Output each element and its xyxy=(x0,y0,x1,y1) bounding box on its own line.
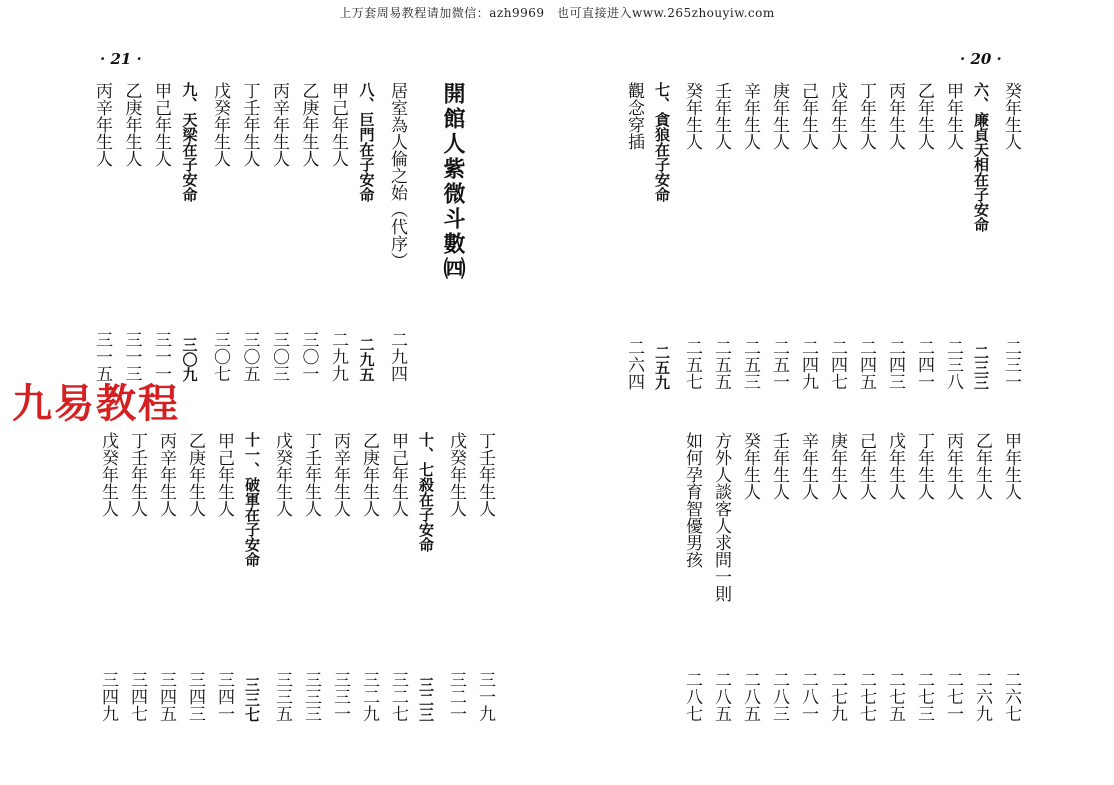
toc-entry-title: 丁壬年生人 xyxy=(239,82,260,167)
toc-entry-title: 壬年生人 xyxy=(769,432,789,500)
toc-entry-page: 二四九 xyxy=(798,339,818,390)
toc-entry-title: 辛年生人 xyxy=(798,432,818,500)
toc-entry-page: 二四五 xyxy=(856,339,876,390)
toc-entry-title: 丁壬年生人 xyxy=(475,432,495,517)
toc-leader-dots xyxy=(425,552,427,677)
toc-leader-dots xyxy=(165,517,167,671)
toc-entry-title: 九、天梁在子安命 xyxy=(180,82,199,202)
toc-leader-dots xyxy=(455,517,457,671)
toc-entry xyxy=(331,432,348,722)
toc-entry-page: 三一九 xyxy=(475,671,495,722)
toc-leader-dots xyxy=(691,150,693,339)
toc-entry-title: 丙辛年生人 xyxy=(92,82,112,167)
toc-entry-page: 二三八 xyxy=(943,339,963,390)
page-number-right: · 20 · xyxy=(960,50,1002,68)
toc-entry-title: 癸年生人 xyxy=(740,432,760,500)
toc-leader-dots xyxy=(720,602,722,671)
toc-entry xyxy=(712,432,729,722)
toc-entry xyxy=(300,82,317,382)
toc-entry xyxy=(944,82,961,390)
toc-leader-dots xyxy=(661,202,663,345)
toc-entry-title: 丙年生人 xyxy=(943,432,963,500)
toc-entry-title: 丙辛年生人 xyxy=(156,432,176,517)
toc-entry-page: 三四三 xyxy=(185,671,205,722)
toc-leader-dots xyxy=(107,517,109,671)
toc-leader-dots xyxy=(952,500,954,671)
toc-leader-dots xyxy=(749,150,751,339)
toc-entry xyxy=(1002,82,1019,390)
toc-entry xyxy=(712,82,729,390)
toc-leader-dots xyxy=(836,150,838,339)
toc-entry xyxy=(211,82,228,382)
toc-leader-dots xyxy=(397,517,399,671)
toc-leader-dots xyxy=(307,167,309,331)
toc-entry-title: 六、廉貞天相在子安命 xyxy=(972,82,990,232)
toc-entry-page: 二六七 xyxy=(1001,671,1021,722)
toc-leader-dots xyxy=(337,167,339,331)
toc-entry xyxy=(944,432,961,722)
toc-entry-page: 二四一 xyxy=(914,339,934,390)
watermark-logo: 九易教程 xyxy=(12,381,180,427)
toc-entry-title: 丙辛年生人 xyxy=(330,432,350,517)
toc-entry-title: 居室為人倫之始（代序） xyxy=(387,82,407,269)
toc-leader-dots xyxy=(1010,150,1012,339)
toc-leader-dots xyxy=(248,167,250,331)
toc-entry xyxy=(244,432,259,722)
toc-entry-title: 乙庚年生人 xyxy=(121,82,142,167)
header-note: 上万套周易教程请加微信：azh9969 也可直接进入www.265zhouyiw.com xyxy=(339,6,775,20)
toc-leader-dots xyxy=(223,517,225,671)
toc-entry xyxy=(886,82,903,390)
toc-entry-title: 甲年生人 xyxy=(1001,432,1021,500)
toc-entry xyxy=(182,82,197,382)
toc-entry xyxy=(215,432,232,722)
toc-entry-page: 三一五 xyxy=(92,331,112,382)
toc-entry-title: 十一、破軍在子安命 xyxy=(243,432,261,567)
toc-leader-dots xyxy=(923,500,925,671)
toc-entry-title: 戊癸年生人 xyxy=(210,82,230,167)
toc-entry-title: 戊癸年生人 xyxy=(98,432,118,517)
toc-entry-page: 二七三 xyxy=(914,671,934,722)
toc-entry-title: 戊年生人 xyxy=(885,432,905,500)
toc-leader-dots xyxy=(160,167,162,331)
toc-entry-page: 三〇五 xyxy=(239,331,260,382)
toc-entry-page: 二八七 xyxy=(682,671,702,722)
toc-entry-title: 丙年生人 xyxy=(885,82,905,150)
toc-entry-title: 戊癸年生人 xyxy=(272,432,292,517)
toc-entry-page: 二三一 xyxy=(1001,339,1021,390)
toc-entry-page: 三〇三 xyxy=(269,331,289,382)
toc-entry xyxy=(418,432,433,722)
toc-entry-title: 庚年生人 xyxy=(827,432,847,500)
toc-entry xyxy=(915,432,932,722)
toc-entry xyxy=(388,82,405,382)
toc-leader-dots xyxy=(865,500,867,671)
toc-entry-title: 戊癸年生人 xyxy=(446,432,466,517)
toc-entry-page: 二八一 xyxy=(798,671,818,722)
toc-entry-title: 觀念穿插 xyxy=(624,82,644,150)
toc-entry-title: 甲己年生人 xyxy=(214,432,234,517)
toc-leader-dots xyxy=(130,167,132,331)
toc-entry-title: 甲己年生人 xyxy=(328,82,348,167)
toc-entry xyxy=(799,82,816,390)
toc-entry-title: 丁年生人 xyxy=(914,432,934,500)
toc-entry-page: 二四三 xyxy=(885,339,905,390)
toc-entry-title: 十、七殺在子安命 xyxy=(417,432,435,552)
toc-entry xyxy=(654,82,669,390)
toc-entry xyxy=(973,82,988,390)
toc-leader-dots xyxy=(749,500,751,671)
toc-entry-title: 丁年生人 xyxy=(856,82,876,150)
toc-entry-page: 三二七 xyxy=(388,671,408,722)
toc-entry-page: 三一三 xyxy=(121,331,142,382)
toc-entry xyxy=(128,432,145,722)
toc-entry xyxy=(1002,432,1019,722)
toc-entry-page: 三三三 xyxy=(301,671,321,722)
toc-leader-dots xyxy=(368,517,370,671)
toc-entry-page: 二五三 xyxy=(740,339,760,390)
toc-entry-page: 三三五 xyxy=(272,671,292,722)
toc-entry-page: 二五一 xyxy=(769,339,789,390)
toc-entry xyxy=(302,432,319,722)
toc-entry-page: 三一一 xyxy=(151,331,171,382)
toc-entry-title: 戊年生人 xyxy=(827,82,847,150)
toc-entry xyxy=(799,432,816,722)
toc-leader-dots xyxy=(396,269,398,331)
toc-entry-page: 三四五 xyxy=(156,671,176,722)
toc-entry-title: 七、貪狼在子安命 xyxy=(653,82,671,202)
toc-leader-dots xyxy=(251,567,253,677)
book-title: 開館人紫微斗數㈣ xyxy=(440,82,466,282)
toc-entry-title: 乙庚年生人 xyxy=(185,432,205,517)
toc-entry xyxy=(273,432,290,722)
toc-entry-title: 辛年生人 xyxy=(740,82,760,150)
toc-leader-dots xyxy=(836,500,838,671)
toc-leader-dots xyxy=(1010,500,1012,671)
toc-leader-dots xyxy=(219,167,221,331)
toc-entry-page: 三〇九 xyxy=(180,337,199,382)
toc-entry-title: 癸年生人 xyxy=(1001,82,1021,150)
toc-entry xyxy=(447,432,464,722)
toc-leader-dots xyxy=(923,150,925,339)
toc-entry-title: 丙辛年生人 xyxy=(269,82,289,167)
toc-entry-title: 如何孕育智優男孩 xyxy=(682,432,702,568)
toc-entry-title: 甲己年生人 xyxy=(388,432,408,517)
toc-entry xyxy=(683,82,700,390)
toc-entry xyxy=(270,82,287,382)
toc-entry-page: 三四一 xyxy=(214,671,234,722)
toc-entry-page: 二九四 xyxy=(387,331,407,382)
toc-entry-page: 二七五 xyxy=(885,671,905,722)
toc-entry xyxy=(857,82,874,390)
toc-entry-title: 丁壬年生人 xyxy=(301,432,321,517)
toc-entry xyxy=(741,432,758,722)
toc-entry-page: 二八三 xyxy=(769,671,789,722)
toc-entry-page: 三二一 xyxy=(446,671,466,722)
toc-leader-dots xyxy=(894,500,896,671)
toc-leader-dots xyxy=(194,517,196,671)
toc-entry xyxy=(741,82,758,390)
toc-entry-title: 癸年生人 xyxy=(682,82,702,150)
toc-entry xyxy=(241,82,258,382)
toc-leader-dots xyxy=(778,150,780,339)
toc-entry-page: 三〇一 xyxy=(298,331,319,382)
toc-entry-page: 二六四 xyxy=(624,339,644,390)
toc-entry-page: 二七一 xyxy=(943,671,963,722)
toc-leader-dots xyxy=(980,232,982,345)
toc-leader-dots xyxy=(365,202,367,337)
toc-entry xyxy=(389,432,406,722)
toc-leader-dots xyxy=(101,167,103,331)
toc-leader-dots xyxy=(484,517,486,671)
toc-entry-page: 三二九 xyxy=(359,671,379,722)
toc-entry-page: 二七九 xyxy=(827,671,847,722)
toc-entry xyxy=(93,82,110,382)
toc-entry xyxy=(683,432,700,722)
toc-entry xyxy=(770,432,787,722)
toc-entry-page: 二六九 xyxy=(972,671,992,722)
page-number-left: · 21 · xyxy=(100,50,142,68)
toc-leader-dots xyxy=(278,167,280,331)
toc-leader-dots xyxy=(691,568,693,671)
toc-entry-page: 二五七 xyxy=(682,339,702,390)
toc-entry-title: 己年生人 xyxy=(856,432,876,500)
toc-leader-dots xyxy=(720,150,722,339)
toc-entry-title: 甲己年生人 xyxy=(151,82,171,167)
toc-leader-dots xyxy=(188,202,190,337)
toc-entry-title: 庚年生人 xyxy=(769,82,789,150)
toc-entry xyxy=(625,82,642,390)
toc-entry-title: 乙庚年生人 xyxy=(359,432,379,517)
toc-entry-title: 丁壬年生人 xyxy=(127,432,147,517)
toc-leader-dots xyxy=(281,517,283,671)
toc-entry-page: 二八五 xyxy=(740,671,760,722)
toc-entry xyxy=(828,432,845,722)
toc-entry xyxy=(359,82,374,382)
toc-leader-dots xyxy=(778,500,780,671)
toc-entry-title: 壬年生人 xyxy=(711,82,731,150)
toc-entry xyxy=(828,82,845,390)
toc-entry xyxy=(329,82,346,382)
toc-entry-title: 乙年生人 xyxy=(914,82,934,150)
toc-entry xyxy=(886,432,903,722)
toc-entry-page: 三〇七 xyxy=(210,331,230,382)
toc-entry-title: 己年生人 xyxy=(798,82,818,150)
toc-leader-dots xyxy=(894,150,896,339)
toc-entry xyxy=(973,432,990,722)
toc-leader-dots xyxy=(136,517,138,671)
toc-entry xyxy=(123,82,140,382)
toc-entry xyxy=(152,82,169,382)
toc-leader-dots xyxy=(633,150,635,339)
toc-entry-page: 二五九 xyxy=(653,345,671,390)
toc-leader-dots xyxy=(807,500,809,671)
toc-entry-page: 二三三 xyxy=(972,345,990,390)
toc-entry xyxy=(857,432,874,722)
toc-entry-page: 三二三 xyxy=(417,677,435,722)
toc-leader-dots xyxy=(339,517,341,671)
toc-entry-title: 乙年生人 xyxy=(972,432,992,500)
toc-entry xyxy=(186,432,203,722)
toc-entry-title: 甲年生人 xyxy=(943,82,963,150)
toc-entry-page: 三四九 xyxy=(98,671,118,722)
toc-leader-dots xyxy=(981,500,983,671)
toc-entry-page: 二九五 xyxy=(357,337,376,382)
toc-entry xyxy=(157,432,174,722)
toc-entry-page: 二四七 xyxy=(827,339,847,390)
toc-entry-page: 二八五 xyxy=(711,671,731,722)
toc-entry-title: 乙庚年生人 xyxy=(298,82,319,167)
toc-entry-page: 二五五 xyxy=(711,339,731,390)
toc-entry-page: 三四七 xyxy=(127,671,147,722)
toc-entry-page: 三三一 xyxy=(330,671,350,722)
toc-entry-page: 三三七 xyxy=(243,677,261,722)
toc-entry xyxy=(770,82,787,390)
toc-entry-page: 二七七 xyxy=(856,671,876,722)
toc-entry-title: 方外人談客人求問一則 xyxy=(711,432,731,602)
toc-entry xyxy=(360,432,377,722)
toc-leader-dots xyxy=(807,150,809,339)
toc-leader-dots xyxy=(952,150,954,339)
toc-leader-dots xyxy=(865,150,867,339)
toc-entry xyxy=(915,82,932,390)
toc-leader-dots xyxy=(310,517,312,671)
toc-entry xyxy=(99,432,116,722)
toc-entry xyxy=(476,432,493,722)
toc-entry-page: 二九九 xyxy=(328,331,348,382)
toc-entry-title: 八、巨門在子安命 xyxy=(357,82,376,202)
